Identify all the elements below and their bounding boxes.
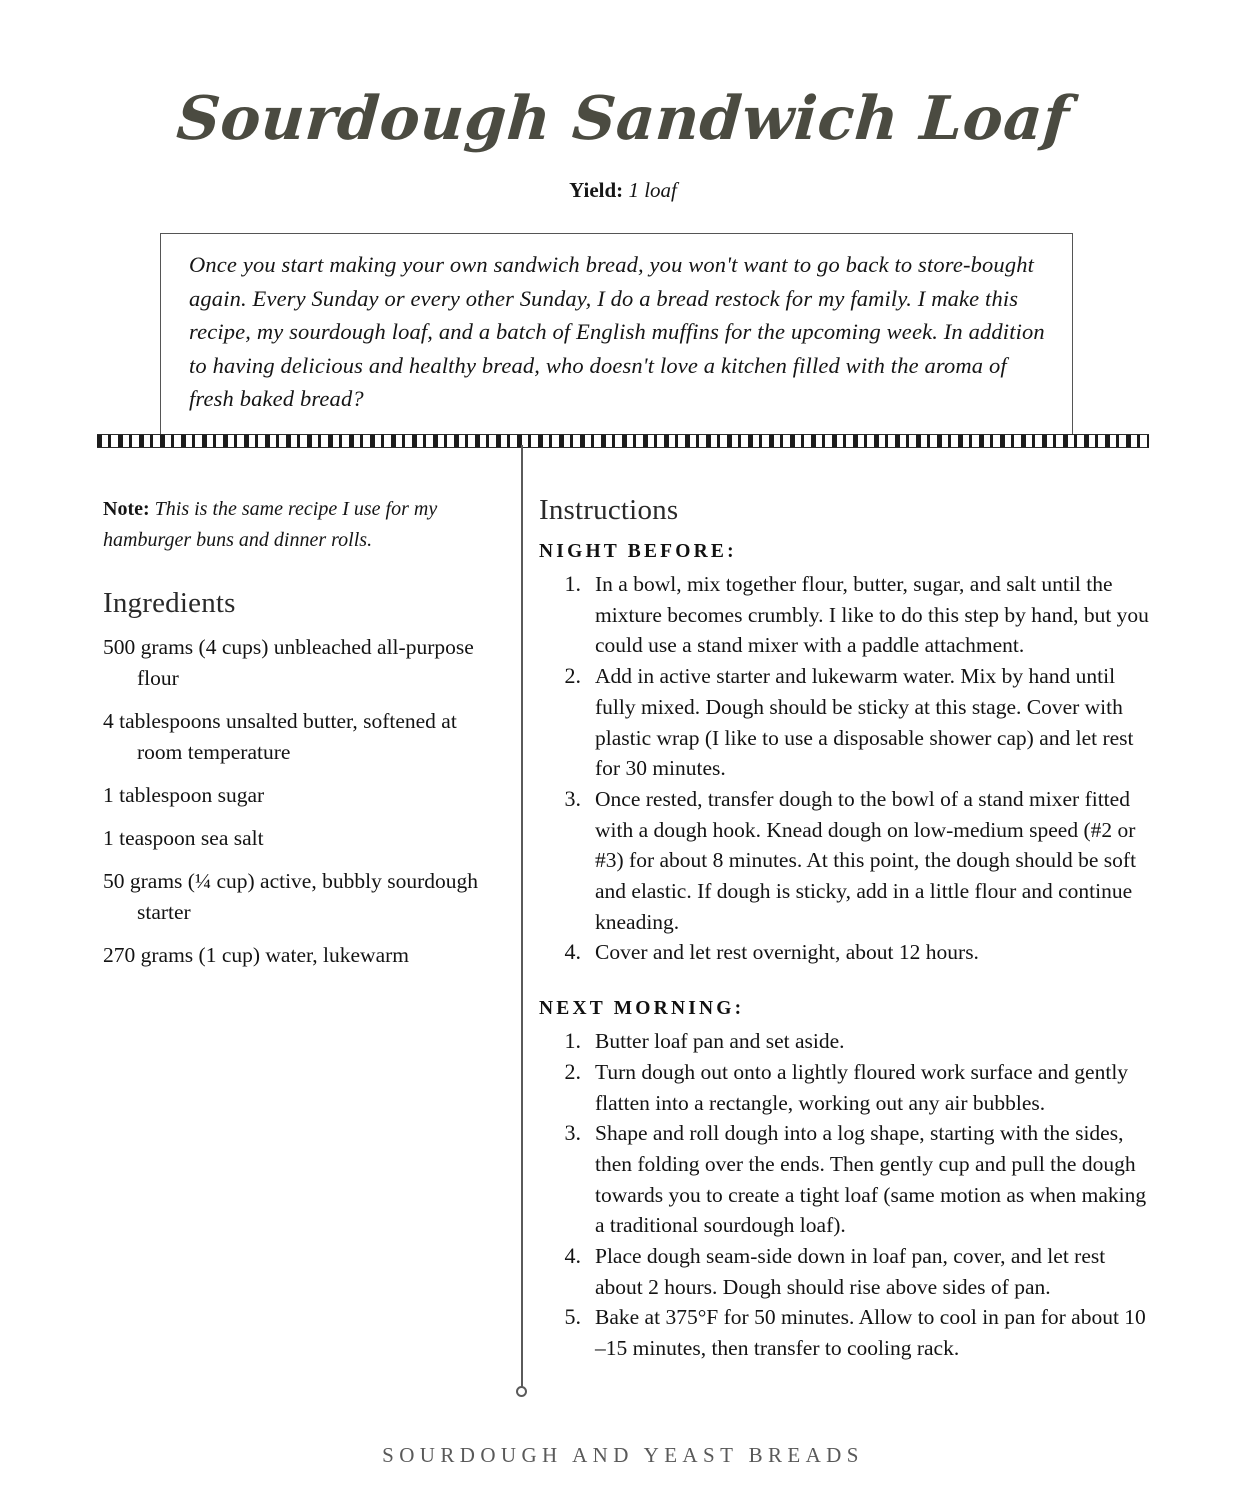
step-text: Once rested, transfer dough to the bowl of a stand mixer fitted with a dough hook. Knead dough on low-medium speed (#2 or #3) for about 8 minutes. At this point, the dough should be soft and elastic. If dough is sticky, add in a little flour and continue kneading.	[595, 786, 1137, 934]
step-text: Turn dough out onto a lightly floured work surface and gently flatten into a rectangle, working out any air bubbles.	[595, 1059, 1129, 1115]
right-column	[539, 494, 1156, 1364]
yield-label: Yield:	[569, 178, 624, 202]
step-item	[539, 1241, 1156, 1302]
step-number: 1.	[564, 1028, 581, 1054]
step-text: Bake at 375°F for 50 minutes. Allow to cool in pan for about 10 –15 minutes, then transfer to cooling rack.	[595, 1305, 1146, 1361]
step-number: 3.	[564, 1120, 581, 1146]
instructions-heading: Instructions	[539, 494, 679, 526]
page-footer: SOURDOUGH AND YEAST BREADS	[382, 1443, 864, 1467]
step-number: 2.	[564, 1058, 581, 1084]
ingredient-item: 500 grams (4 cups) unbleached all-purpose flour	[103, 635, 474, 690]
note-block	[103, 494, 503, 556]
step-number: 3.	[564, 785, 581, 811]
left-column	[103, 494, 503, 983]
yield-line	[0, 178, 1246, 203]
steps-list-night-before	[539, 569, 1156, 968]
divider-tick-pattern	[97, 435, 1149, 447]
ingredients-list	[103, 632, 503, 971]
ingredient-item: 50 grams (¼ cup) active, bubbly sourdough starter	[103, 869, 478, 924]
column-divider-finial-dot	[516, 1386, 527, 1397]
divider-rule-bottom	[97, 447, 1149, 448]
step-number: 4.	[564, 1243, 581, 1269]
intro-paragraph: Once you start making your own sandwich bread, you won't want to go back to store-bought again. Every Sunday or every other Sunday, I do a bread restock for my family. I make this recipe, my sourdough loaf, and a batch of English muffins for the upcoming week. In addition to having delicious and healthy bread, who doesn't love a kitchen filled with the aroma of fresh baked bread?	[189, 252, 1045, 411]
note-label: Note:	[103, 498, 150, 520]
step-item	[539, 1118, 1156, 1241]
step-text: Butter loaf pan and set aside.	[595, 1029, 845, 1054]
ingredients-heading: Ingredients	[103, 587, 236, 619]
step-item	[539, 569, 1156, 661]
step-item	[539, 784, 1156, 938]
page-title: Sourdough Sandwich Loaf	[174, 84, 1072, 154]
step-text: Add in active starter and lukewarm water. Mix by hand until fully mixed. Dough should be sticky at this stage. Cover with plastic wrap (I like to use a disposable shower cap) and let rest for 30 minutes.	[595, 664, 1134, 781]
note-text: This is the same recipe I use for my hamburger buns and dinner rolls.	[103, 498, 438, 551]
step-text: Cover and let rest overnight, about 12 hours.	[595, 940, 979, 965]
yield-value: 1 loaf	[628, 178, 677, 202]
decorative-divider	[97, 434, 1149, 448]
step-text: In a bowl, mix together flour, butter, sugar, and salt until the mixture becomes crumbly. I like to do this step by hand, but you could use a stand mixer with a paddle attachment.	[595, 572, 1149, 658]
step-number: 2.	[564, 663, 581, 689]
phase-heading-next-morning: NEXT MORNING:	[539, 998, 745, 1020]
step-item	[539, 937, 1156, 968]
column-divider-line	[521, 445, 523, 1392]
step-item	[539, 1302, 1156, 1363]
ingredient-item: 1 tablespoon sugar	[103, 783, 265, 807]
step-text: Place dough seam-side down in loaf pan, cover, and let rest about 2 hours. Dough should rise above sides of pan.	[595, 1244, 1106, 1299]
step-number: 4.	[564, 939, 581, 965]
step-number: 5.	[564, 1304, 581, 1330]
step-number: 1.	[564, 571, 581, 596]
step-item	[539, 1026, 1156, 1057]
step-text: Shape and roll dough into a log shape, starting with the sides, then folding over the ends. Then gently cup and pull the dough towards you to create a tight loaf (same motion as when making a traditional sourdough loaf).	[595, 1121, 1147, 1238]
step-item	[539, 1057, 1156, 1118]
phase-heading-night-before: NIGHT BEFORE:	[539, 541, 737, 562]
steps-list-next-morning	[539, 1026, 1156, 1364]
ingredient-item: 1 teaspoon sea salt	[103, 826, 264, 850]
step-item	[539, 661, 1156, 784]
ingredient-item: 270 grams (1 cup) water, lukewarm	[103, 943, 410, 967]
ingredient-item: 4 tablespoons unsalted butter, softened at room temperature	[103, 709, 457, 764]
